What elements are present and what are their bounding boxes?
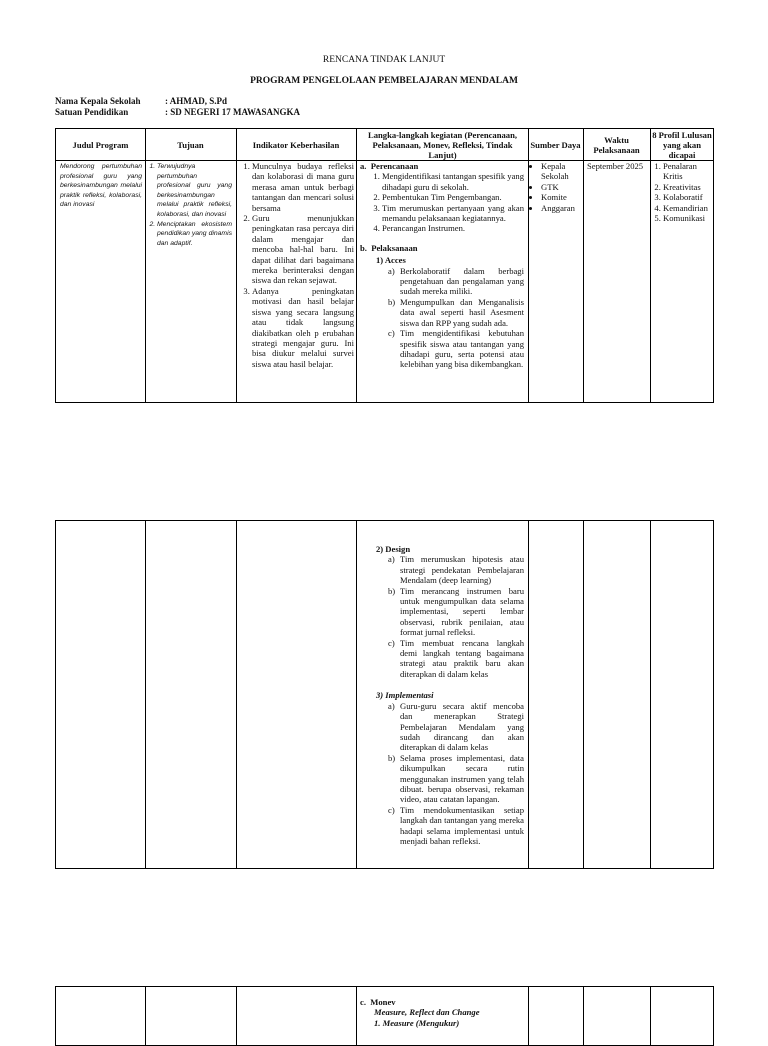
tujuan-list: [146, 162, 232, 248]
perencanaan-item: 2. Pembentukan Tim Pengembangan.: [382, 192, 524, 202]
langkah-kegiatan: [360, 161, 524, 370]
section-perencanaan: a. Perencanaan: [360, 161, 419, 171]
header-waktu: Waktu Pelaksanaan: [593, 134, 640, 155]
perencanaan-item: 4. Perancangan Instrumen.: [382, 223, 524, 233]
implementasi-item: c) Tim mendokumentasikan setiap langkah dan tantangan yang mereka hadapi selama implementasi untuk menjadi bahan refleksi.: [388, 804, 524, 846]
header-indikator: Indikator Keberhasilan: [252, 139, 340, 150]
monev-item-measure: 1. Measure (Mengukur): [374, 1017, 460, 1028]
design-item: a) Tim merumuskan hipotesis atau strategi pendekatan Pembelajaran Mendalam (deep learning): [388, 554, 524, 586]
indikator-item: 3. Adanya peningkatan motivasi dan hasil belajar siswa yang secara langsung atau tidak langsung diakibatkan oleh p erubahan strategi mengajar guru. Ini bisa diukur melalui survei siswa atau hasil belajar.: [252, 286, 354, 369]
perencanaan-item: 1. Mengidentifikasi tantangan spesifik yang dihadapi guru di sekolah.: [382, 171, 524, 192]
meta-value: : SD NEGERI 17 MAWASANGKA: [165, 107, 301, 117]
header-langkah: Langka-langkah kegiatan (Perencanaan, Pelaksanaan, Monev, Refleksi, Tindak Lanjut): [367, 129, 518, 160]
implementasi-list: [388, 701, 524, 847]
acces-list: [388, 266, 524, 370]
rtl-table-page-3: [55, 986, 714, 1046]
meta-row-school: [55, 107, 300, 118]
header-judul-program: Judul Program: [72, 139, 129, 150]
sumber-daya-item: • Kepala Sekolah: [541, 161, 582, 182]
section-pelaksanaan: b. Pelaksanaan: [360, 242, 418, 253]
profil-item: 4. Kemandirian: [663, 203, 714, 213]
meta-value: : AHMAD, S.Pd: [165, 96, 228, 106]
subsection-implementasi: 3) Implementasi: [376, 690, 434, 701]
indikator-item: 1. Munculnya budaya refleksi dan kolaborasi di mana guru merasa aman untuk berbagi tantangan dan mencari solusi bersama: [252, 161, 354, 213]
acces-item: c) Tim mengidentifikasi kebutuhan spesifik siswa atau tantangan yang dihadapi guru, serta potensi atau kelebihan yang bisa dikembangkan.: [388, 328, 524, 370]
judul-program-text: Mendorong pertumbuhan profesional guru yang berkesinambungan melalui praktik refleksi, kolaborasi, dan inovasi: [60, 163, 142, 209]
subsection-design: 2) Design: [376, 544, 411, 554]
sumber-daya-list: [531, 161, 582, 213]
sumber-daya-item: • Anggaran: [541, 203, 582, 213]
rtl-table-page-2: [55, 520, 714, 869]
document-subtitle: PROGRAM PENGELOLAAN PEMBELAJARAN MENDALAM: [250, 76, 518, 86]
meta-label: Satuan Pendidikan: [55, 107, 129, 117]
header-profil: 8 Profil Lulusan yang akan dicapai: [652, 129, 712, 160]
design-item: b) Tim merancang instrumen baru untuk mengumpulkan data selama implementasi, seperti lembar observasi, rubrik penilaian, atau format jurnal refleksi.: [388, 585, 524, 638]
tujuan-item: 1. Terwujudnya pertumbuhan profesional guru yang berkesinambungan melalui praktik refleksi, kolaborasi, dan inovasi: [157, 162, 232, 220]
perencanaan-item: 3. Tim merumuskan pertanyaan yang akan memandu pelaksanaan kegiatannya.: [382, 203, 524, 224]
indikator-item: 2. Guru menunjukkan peningkatan rasa percaya diri dalam mengajar dan mencoba hal-hal baru. Ini dapat dilihat dari bagaimana mereka berinteraksi dengan siswa dan rekan sejawat.: [252, 213, 354, 286]
sumber-daya-item: • Komite: [541, 192, 582, 202]
design-list: [388, 554, 524, 679]
implementasi-item: b) Selama proses implementasi, data dikumpulkan secara rutin menggunakan instrumen yang telah dibuat. berupa observasi, rekaman video, atau catatan lapangan.: [388, 752, 524, 805]
implementasi-item: a) Guru-guru secara aktif mencoba dan menerapkan Strategi Pembelajaran Mendalam yang sudah dirancang dan akan diterapkan di dalam kelas: [388, 700, 524, 753]
monev-subtitle: Measure, Reflect dan Change: [374, 1007, 480, 1018]
profil-item: 5. Komunikasi: [663, 213, 714, 223]
tujuan-item: 2. Menciptakan ekosistem pendidikan yang dinamis dan adaptif.: [157, 220, 232, 249]
waktu-text: September 2025: [587, 161, 644, 171]
sumber-daya-item: • GTK: [541, 182, 582, 192]
langkah-kegiatan-continued: [360, 542, 524, 846]
meta-row-principal: [55, 96, 227, 107]
rtl-table-page-1: [55, 128, 714, 403]
indikator-list: [239, 161, 354, 369]
section-monev: c. Monev: [360, 997, 396, 1007]
profil-item: 3. Kolaboratif: [663, 192, 714, 202]
subsection-acces: 1) Acces: [376, 255, 406, 266]
document-title: RENCANA TINDAK LANJUT: [322, 55, 446, 65]
acces-item: b) Mengumpulkan dan Menganalisis data awal seperti hasil Asesment siswa dan RPP yang sudah ada.: [388, 296, 524, 328]
header-tujuan: Tujuan: [177, 139, 204, 150]
acces-item: a) Berkolaboratif dalam berbagi pengetahuan dan pengalaman yang sudah mereka miliki.: [388, 265, 524, 297]
profil-item: 1. Penalaran Kritis: [663, 161, 714, 182]
meta-label: Nama Kepala Sekolah: [55, 96, 141, 106]
profil-list: [652, 161, 714, 223]
design-item: c) Tim membuat rencana langkah demi langkah tentang bagaimana strategi atau praktik baru akan diterapkan di dalam kelas: [388, 637, 524, 679]
profil-item: 2. Kreativitas: [663, 182, 714, 192]
header-sumber-daya: Sumber Daya: [530, 139, 581, 150]
